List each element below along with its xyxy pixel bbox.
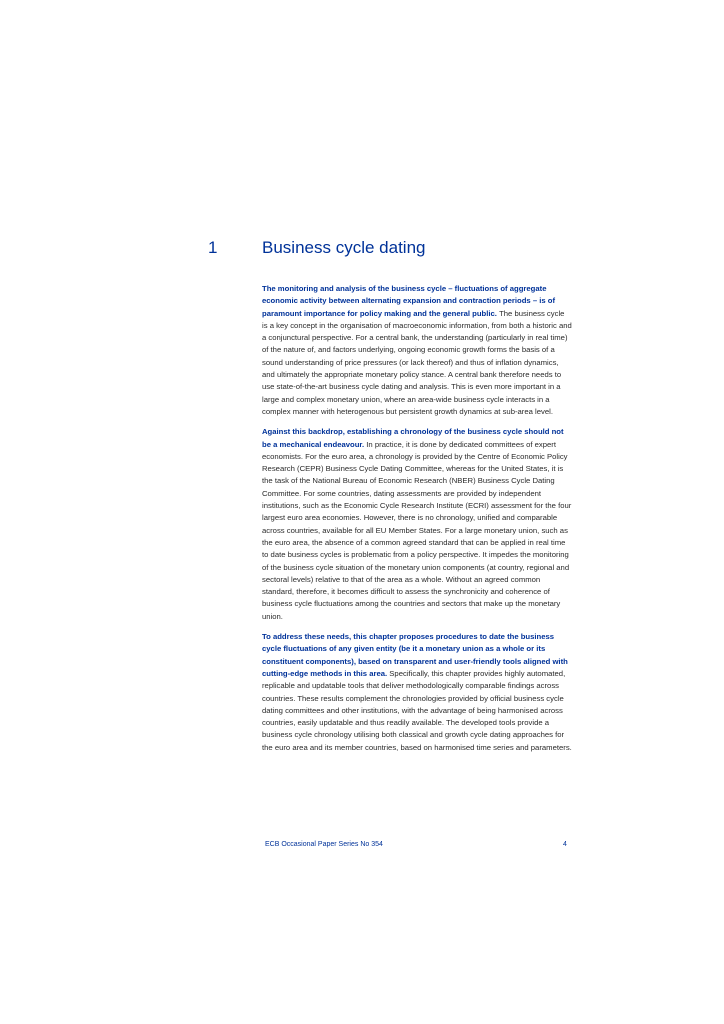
body-content (262, 283, 572, 762)
paragraph-3-lead: To address these needs, this chapter proposes procedures to date the business cycle fluctuations of any given entity (be it a monetary union as a whole or its constituent components), based on transparent and user-friendly tools aligned with cutting-edge methods in this area. (262, 632, 568, 678)
footer-page-number: 4 (563, 841, 567, 848)
paragraph-1 (262, 283, 572, 418)
chapter-number: 1 (208, 238, 218, 257)
paragraph-2-lead: Against this backdrop, establishing a chronology of the business cycle should not be a mechanical endeavour. (262, 427, 564, 449)
paragraph-1-body: The business cycle is a key concept in the organisation of macroeconomic information, from both a historic and a conjunctural perspective. For a central bank, the understanding (particularly in real time) of the nature of, and factors underlying, ongoing economic growth forms the basis of a sound understanding of price pressures (or lack thereof) and thus of inflation dynamics, and ultimately the appropriate monetary policy stance. A central bank therefore needs to use state-of-the-art business cycle dating and analysis. This is even more important in a large and complex monetary union, where an area-wide business cycle interacts in a complex manner with heterogenous but persistent growth dynamics at sub-area level. (262, 308, 572, 416)
chapter-title: Business cycle dating (262, 238, 426, 257)
paragraph-3-body: Specifically, this chapter provides highly automated, replicable and updatable tools that deliver methodologically comparable findings across countries. These results complement the chronologies provided by official business cycle dating committees and other institutions, with the advantage of being harmonised across countries, easily updatable and thus readily available. The developed tools provide a business cycle chronology utilising both classical and growth cycle dating approaches for the euro area and its member countries, based on harmonised time series and parameters. (262, 668, 572, 752)
paragraph-2-body: In practice, it is done by dedicated committees of expert economists. For the euro area, a chronology is provided by the Centre of Economic Policy Research (CEPR) Business Cycle Dating Committee, whereas for the United States, it is the task of the National Bureau of Economic Research (NBER) Business Cycle Dating Committee. For some countries, dating assessments are provided by independent institutions, such as the Economic Cycle Research Institute (ECRI) assessment for the four largest euro area economies. However, there is no chronology, unified and comparable across countries, available for all EU Member States. For a large monetary union, such as the euro area, the absence of a common agreed standard that can be applied in real time to date business cycles is problematic from a policy perspective. It impedes the monitoring of the business cycle situation of the monetary union components (at country, regional and sectoral levels) relative to that of the area as a whole. Without an agreed common standard, therefore, it becomes difficult to assess the synchronicity and coherence of business cycle fluctuations among the countries and sectors that make up the monetary union. (262, 439, 572, 621)
footer-series: ECB Occasional Paper Series No 354 (265, 841, 383, 848)
paragraph-1-lead: The monitoring and analysis of the business cycle – fluctuations of aggregate economic activity between alternating expansion and contraction periods – is of paramount importance for policy making and the general public. (262, 284, 556, 318)
paragraph-3 (262, 631, 572, 754)
paragraph-2 (262, 426, 572, 623)
